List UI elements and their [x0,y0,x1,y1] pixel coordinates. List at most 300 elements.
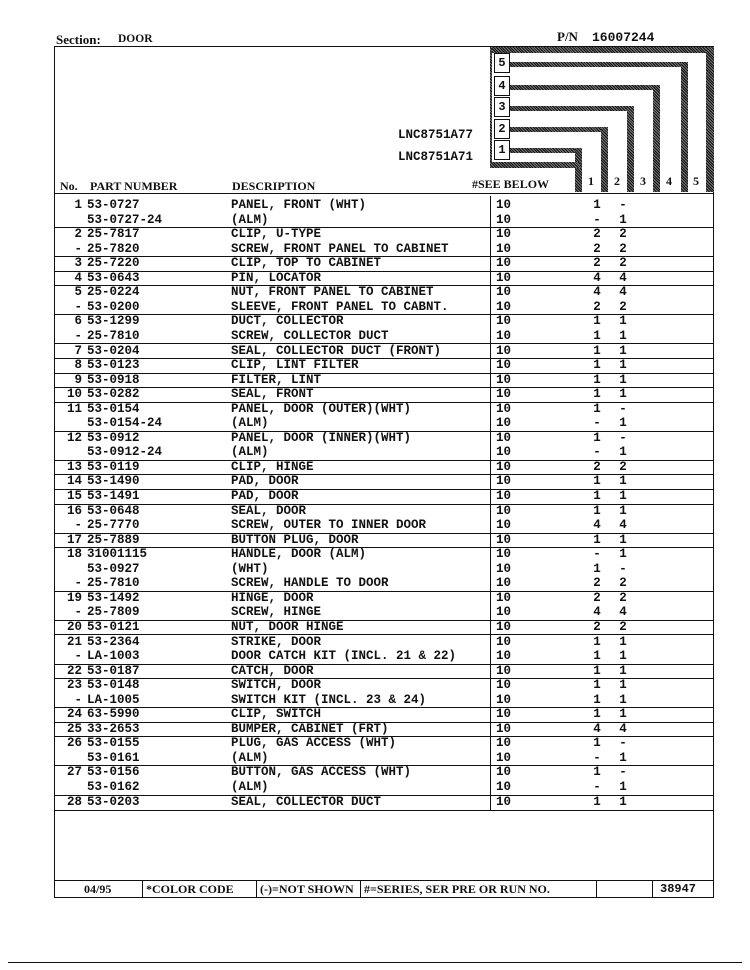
table-end-divider [54,810,714,811]
qty-model-2: 1 [619,780,627,794]
description: FILTER, LINT [231,372,322,387]
part-number: 53-0161 [87,750,140,765]
table-row [54,314,714,329]
description: PAD, DOOR [231,474,299,489]
qty-model-1: 2 [593,619,601,634]
item-number: - [74,649,82,664]
see-below: 10 [496,692,512,707]
qty-model-2: 1 [619,692,627,707]
item-number: - [74,605,82,620]
see-below: 10 [496,270,512,285]
table-row [54,649,714,665]
item-number: 28 [66,794,82,809]
part-number: 25-7810 [87,576,140,591]
table-row [54,431,714,446]
item-number: 6 [74,314,82,329]
col-header-model-2: 2 [614,174,620,188]
see-below: 10 [496,241,512,256]
item-number: 15 [66,489,82,503]
table-row [54,329,714,345]
qty-model-1: 1 [593,401,601,416]
qty-model-1: 1 [593,489,601,503]
qty-model-1: 1 [593,198,601,212]
table-row [54,271,714,287]
qty-model-1: 1 [593,358,601,373]
part-number: 31001115 [87,547,148,562]
part-number: 53-0204 [87,343,140,358]
qty-model-1: 4 [593,605,601,620]
part-number: 53-0203 [87,794,140,809]
qty-model-2: 2 [619,227,627,242]
description: (ALM) [231,780,269,794]
table-row [54,722,714,738]
part-number: LA-1003 [87,649,140,664]
table-row [54,373,714,389]
description: CLIP, SWITCH [231,707,322,722]
qty-model-2: 1 [619,416,627,431]
qty-model-1: 1 [593,765,601,780]
see-below: 10 [496,387,512,402]
table-row [54,664,714,680]
qty-model-1: 1 [593,328,601,343]
see-below: 10 [496,590,512,605]
table-row [54,300,714,316]
qty-model-2: 2 [619,590,627,605]
table-row [54,504,714,519]
item-number: 5 [74,285,82,300]
qty-model-2: - [619,430,627,445]
qty-model-1: 4 [593,270,601,285]
see-below: 10 [496,750,512,765]
table-row [54,635,714,650]
qty-model-1: 1 [593,707,601,722]
see-below: 10 [496,256,512,271]
col-header-model-4: 4 [666,174,672,188]
qty-model-1: 1 [593,314,601,329]
description: HANDLE, DOOR (ALM) [231,547,367,562]
qty-model-1: 1 [593,649,601,664]
description: SEAL, FRONT [231,387,314,402]
qty-model-2: 1 [619,503,627,518]
description: SEAL, DOOR [231,503,307,518]
table-row [54,489,714,505]
see-below: 10 [496,561,512,576]
description: (ALM) [231,750,269,765]
qty-model-2: 2 [619,299,627,314]
col-header-description: DESCRIPTION [232,179,316,193]
see-below: 10 [496,780,512,794]
description: SWITCH KIT (INCL. 23 & 24) [231,692,427,707]
section-label: Section: [56,32,101,47]
see-below: 10 [496,576,512,591]
item-number: 14 [66,474,82,489]
table-row [54,227,714,242]
item-number: 19 [66,590,82,605]
item-number: 10 [66,387,82,402]
see-below: 10 [496,794,512,809]
description: PAD, DOOR [231,489,299,503]
qty-model-2: 1 [619,750,627,765]
item-number: 8 [74,358,82,373]
table-row [54,416,714,432]
footer [54,880,714,898]
see-below: 10 [496,619,512,634]
qty-model-2: 2 [619,256,627,271]
part-number: 53-0187 [87,663,140,678]
see-below: 10 [496,707,512,722]
model-name-1: LNC8751A77 [398,128,474,142]
footer-date: 04/95 [84,882,112,896]
part-number: 53-1490 [87,474,140,489]
item-number: - [74,576,82,591]
qty-model-1: 1 [593,678,601,693]
description: SCREW, COLLECTOR DUCT [231,328,389,343]
description: CLIP, U-TYPE [231,227,322,242]
footer-color-code: *COLOR CODE [146,882,234,896]
part-number: 33-2653 [87,721,140,736]
see-below: 10 [496,649,512,664]
qty-model-2: - [619,561,627,576]
see-below: 10 [496,503,512,518]
table-row [54,445,714,461]
qty-model-2: - [619,736,627,751]
part-number: 25-7770 [87,518,140,533]
table-row [54,474,714,490]
qty-model-2: 4 [619,518,627,533]
part-number: 53-0643 [87,270,140,285]
description: SCREW, OUTER TO INNER DOOR [231,518,427,533]
see-below: 10 [496,765,512,780]
qty-model-2: 1 [619,532,627,547]
qty-model-1: 1 [593,430,601,445]
item-number: 24 [66,707,82,722]
qty-model-2: 1 [619,314,627,329]
item-number: 23 [66,678,82,693]
qty-model-1: 2 [593,241,601,256]
part-number: 53-0200 [87,299,140,314]
item-number: 27 [66,765,82,780]
table-row [54,198,714,213]
qty-model-2: 1 [619,634,627,649]
table-row [54,576,714,592]
qty-model-1: 1 [593,387,601,402]
table-row [54,591,714,606]
see-below: 10 [496,736,512,751]
qty-model-2: 1 [619,212,627,227]
description: PIN, LOCATOR [231,270,322,285]
part-number: 53-0282 [87,387,140,402]
see-below: 10 [496,401,512,416]
table-row [54,547,714,562]
qty-model-1: 2 [593,459,601,474]
qty-model-1: 1 [593,663,601,678]
col-header-model-5: 5 [693,174,699,188]
description: NUT, FRONT PANEL TO CABINET [231,285,434,300]
qty-model-2: - [619,765,627,780]
see-below: 10 [496,547,512,562]
part-number: 53-0154 [87,401,140,416]
description: BUTTON, GAS ACCESS (WHT) [231,765,412,780]
part-number: 25-7820 [87,241,140,256]
item-number: 22 [66,663,82,678]
part-number: 53-0119 [87,459,140,474]
qty-model-2: 2 [619,576,627,591]
see-below: 10 [496,299,512,314]
box-number-3: 3 [494,97,510,117]
part-number: 53-0648 [87,503,140,518]
see-below: 10 [496,416,512,431]
qty-model-1: 1 [593,634,601,649]
see-below: 10 [496,212,512,227]
part-number: 53-1491 [87,489,140,503]
part-number: 53-0912 [87,430,140,445]
table-row [54,693,714,709]
part-number: 25-7810 [87,328,140,343]
qty-model-2: 1 [619,328,627,343]
footer-doc-number: 38947 [660,882,697,896]
qty-model-2: 1 [619,547,627,562]
description: (ALM) [231,212,269,227]
box-number-1: 1 [494,140,510,160]
description: CLIP, LINT FILTER [231,358,359,373]
item-number: 20 [66,619,82,634]
qty-model-2: - [619,401,627,416]
see-below: 10 [496,358,512,373]
table-row [54,795,714,810]
table-row [54,285,714,300]
see-below: 10 [496,430,512,445]
see-below: 10 [496,532,512,547]
item-number: 9 [74,372,82,387]
table-row [54,751,714,767]
table-row [54,242,714,258]
header-divider [54,193,714,194]
see-below: 10 [496,518,512,533]
part-number: 53-1299 [87,314,140,329]
qty-model-2: - [619,198,627,212]
description: PANEL, FRONT (WHT) [231,198,367,212]
qty-model-1: - [593,416,601,431]
item-number: 12 [66,430,82,445]
col-header-model-3: 3 [640,174,646,188]
description: BUTTON PLUG, DOOR [231,532,359,547]
item-number: 11 [66,401,82,416]
part-number: 53-0148 [87,678,140,693]
table-row [54,387,714,403]
part-number: 53-0121 [87,619,140,634]
part-number: 53-0156 [87,765,140,780]
qty-model-2: 1 [619,663,627,678]
item-number: 16 [66,503,82,518]
part-number: 25-0224 [87,285,140,300]
part-number: 53-0927 [87,561,140,576]
table-row [54,707,714,723]
qty-model-1: 1 [593,503,601,518]
description: NUT, DOOR HINGE [231,619,344,634]
see-below: 10 [496,343,512,358]
description: SCREW, HINGE [231,605,322,620]
table-row [54,678,714,693]
description: SCREW, HANDLE TO DOOR [231,576,389,591]
description: (ALM) [231,416,269,431]
item-number: 21 [66,634,82,649]
qty-model-2: 1 [619,649,627,664]
qty-model-1: 4 [593,285,601,300]
qty-model-1: - [593,780,601,794]
col-header-part-number: PART NUMBER [90,179,178,193]
pn-label: P/N [557,29,578,44]
table-row [54,780,714,796]
part-number: 53-0727-24 [87,212,163,227]
description: PANEL, DOOR (INNER)(WHT) [231,430,412,445]
see-below: 10 [496,474,512,489]
part-number: 53-0727 [87,198,140,212]
qty-model-2: 1 [619,358,627,373]
part-number: 53-0123 [87,358,140,373]
qty-model-1: 1 [593,794,601,809]
description: PLUG, GAS ACCESS (WHT) [231,736,397,751]
qty-model-2: 2 [619,241,627,256]
see-below: 10 [496,314,512,329]
item-number: 25 [66,721,82,736]
see-below: 10 [496,489,512,503]
qty-model-1: 1 [593,692,601,707]
description: SLEEVE, FRONT PANEL TO CABNT. [231,299,449,314]
description: (ALM) [231,445,269,460]
qty-model-1: - [593,750,601,765]
see-below: 10 [496,459,512,474]
qty-model-2: 1 [619,387,627,402]
qty-model-2: 4 [619,721,627,736]
table-row [54,620,714,636]
page-bottom-rule [8,962,742,963]
qty-model-1: 1 [593,561,601,576]
section-value: DOOR [118,33,153,45]
item-number: 3 [74,256,82,271]
box-number-2: 2 [494,119,510,139]
qty-model-2: 1 [619,678,627,693]
item-number: - [74,518,82,533]
table-row [54,460,714,476]
part-number: 53-0912-24 [87,445,163,460]
item-number: - [74,328,82,343]
item-number: - [74,299,82,314]
qty-model-1: 2 [593,576,601,591]
col-header-see-below: #SEE BELOW [472,177,550,191]
part-number: LA-1005 [87,692,140,707]
see-below: 10 [496,198,512,212]
description: BUMPER, CABINET (FRT) [231,721,389,736]
description: PANEL, DOOR (OUTER)(WHT) [231,401,412,416]
see-below: 10 [496,372,512,387]
qty-model-1: - [593,445,601,460]
see-below: 10 [496,227,512,242]
see-below: 10 [496,445,512,460]
item-number: 2 [74,227,82,242]
see-below: 10 [496,285,512,300]
item-number: 17 [66,532,82,547]
table-row [54,736,714,751]
qty-model-1: 2 [593,299,601,314]
description: DOOR CATCH KIT (INCL. 21 & 22) [231,649,457,664]
see-below: 10 [496,328,512,343]
part-number: 25-7809 [87,605,140,620]
part-number: 25-7817 [87,227,140,242]
part-number: 53-1492 [87,590,140,605]
qty-model-1: - [593,547,601,562]
part-number: 53-2364 [87,634,140,649]
table-row [54,518,714,534]
qty-model-2: 1 [619,794,627,809]
description: SEAL, COLLECTOR DUCT [231,794,382,809]
qty-model-1: 2 [593,590,601,605]
item-number: 26 [66,736,82,751]
qty-model-2: 1 [619,343,627,358]
qty-model-2: 2 [619,459,627,474]
qty-model-2: 1 [619,489,627,503]
item-number: - [74,692,82,707]
pn-value: 16007244 [592,30,655,45]
see-below: 10 [496,678,512,693]
qty-model-2: 1 [619,707,627,722]
qty-model-1: 4 [593,721,601,736]
footer-not-shown: (-)=NOT SHOWN [260,882,354,896]
description: CLIP, TOP TO CABINET [231,256,382,271]
part-number: 53-0154-24 [87,416,163,431]
qty-model-1: 1 [593,532,601,547]
qty-model-2: 4 [619,270,627,285]
table-row [54,256,714,272]
see-below: 10 [496,605,512,620]
qty-model-2: 1 [619,474,627,489]
table-row [54,765,714,780]
qty-model-2: 2 [619,619,627,634]
col-header-no: No. [60,179,78,193]
description: SCREW, FRONT PANEL TO CABINET [231,241,449,256]
description: CLIP, HINGE [231,459,314,474]
description: STRIKE, DOOR [231,634,322,649]
qty-model-1: 2 [593,256,601,271]
see-below: 10 [496,634,512,649]
description: HINGE, DOOR [231,590,314,605]
col-header-model-1: 1 [588,174,594,188]
description: SWITCH, DOOR [231,678,322,693]
qty-model-2: 1 [619,372,627,387]
qty-model-1: 1 [593,474,601,489]
table-row [54,402,714,417]
qty-model-1: 4 [593,518,601,533]
qty-model-1: 1 [593,736,601,751]
table-row [54,605,714,621]
see-below: 10 [496,721,512,736]
table-row [54,344,714,360]
qty-model-2: 4 [619,605,627,620]
item-number: - [74,241,82,256]
part-number: 53-0155 [87,736,140,751]
description: DUCT, COLLECTOR [231,314,344,329]
qty-model-1: - [593,212,601,227]
see-below: 10 [496,663,512,678]
table-row [54,533,714,549]
description: CATCH, DOOR [231,663,314,678]
part-number: 25-7889 [87,532,140,547]
item-number: 13 [66,459,82,474]
footer-series: #=SERIES, SER PRE OR RUN NO. [364,882,550,896]
item-number: 7 [74,343,82,358]
qty-model-2: 4 [619,285,627,300]
description: (WHT) [231,561,269,576]
table-row [54,358,714,374]
